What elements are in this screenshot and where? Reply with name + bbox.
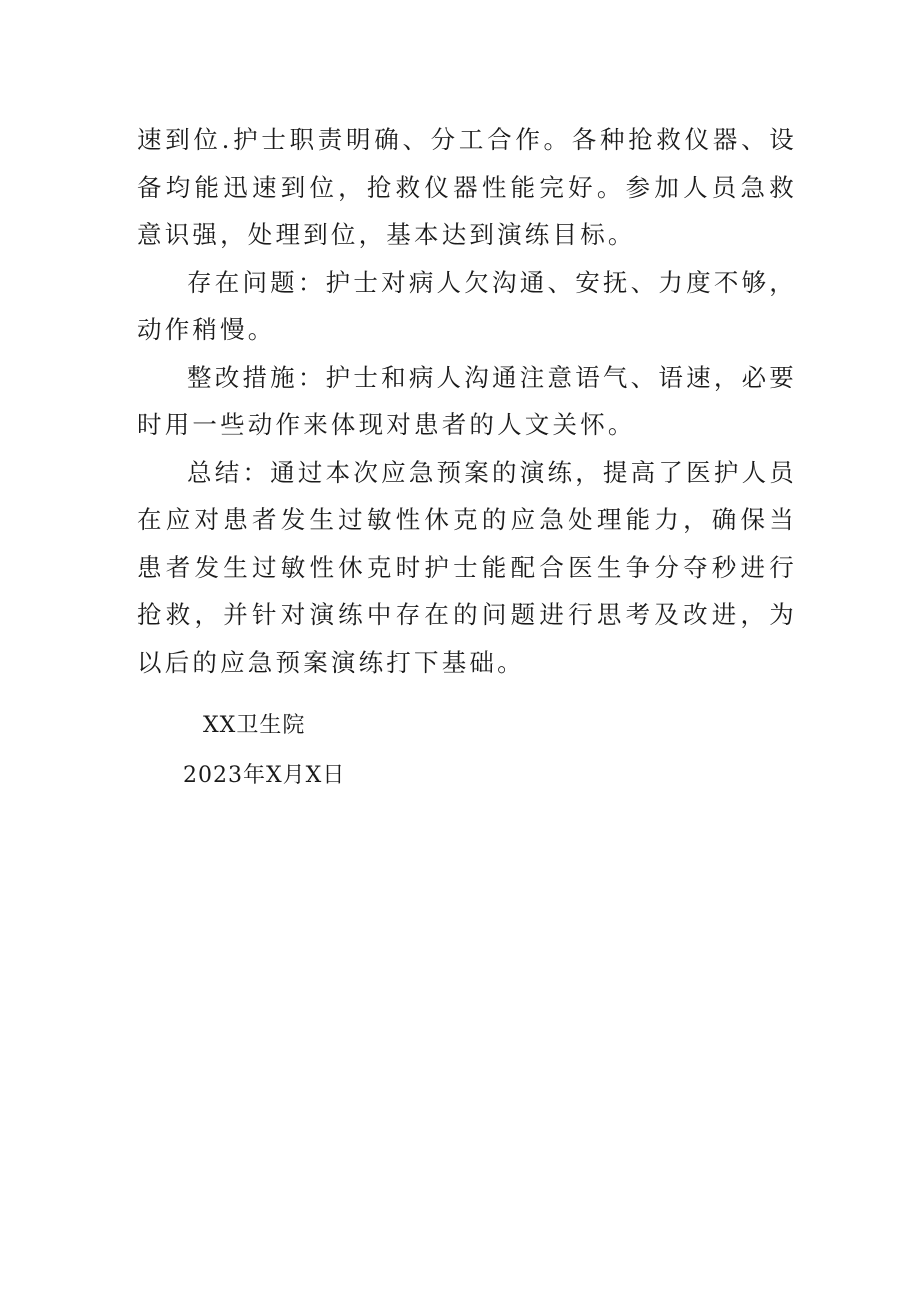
signature-date: 2023年X月X日: [183, 763, 346, 788]
paragraph-corrective-measures: 整改措施：护士和病人沟通注意语气、语速，必要时用一些动作来体现对患者的人文关怀。: [137, 362, 797, 439]
signature-organization: XX卫生院: [203, 713, 306, 738]
paragraph-existing-problems: 存在问题：护士对病人欠沟通、安抚、力度不够，动作稍慢。: [137, 267, 797, 344]
paragraph-continuation: 速到位.护士职责明确、分工合作。各种抢救仪器、设备均能迅速到位，抢救仪器性能完好。参加人员急救意识强，处理到位，基本达到演练目标。: [137, 125, 797, 249]
paragraph-summary: 总结：通过本次应急预案的演练，提高了医护人员在应对患者发生过敏性休克的应急处理能力，确保当患者发生过敏性休克时护士能配合医生争分夺秒进行抢救，并针对演练中存在的问题进行思考及改进，为以后的应急预案演练打下基础。: [137, 457, 797, 677]
document-body: [137, 116, 797, 686]
